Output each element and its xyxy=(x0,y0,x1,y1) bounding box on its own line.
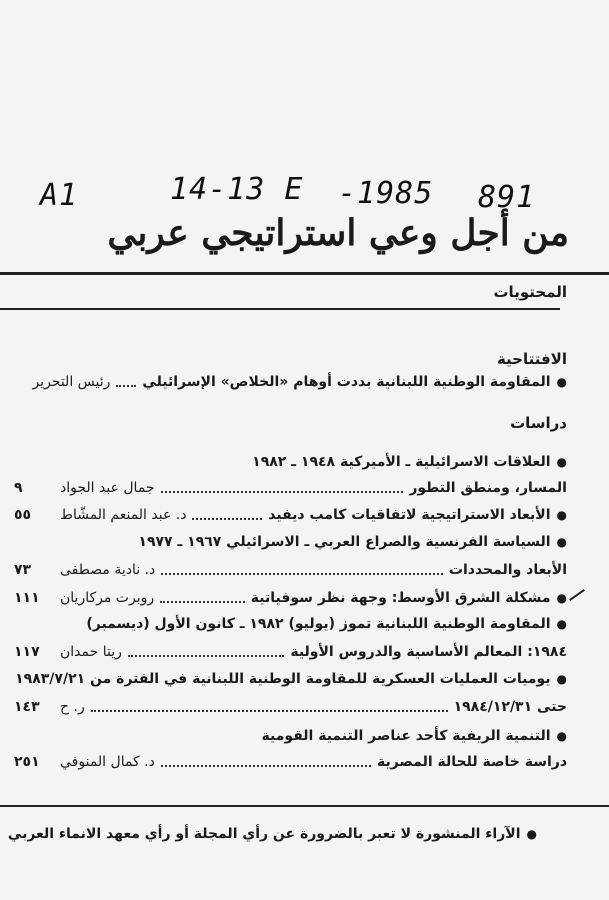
toc-entry-page: ٥٥ xyxy=(14,507,32,523)
toc-entry-title-line[interactable]: ● يوميات العمليات العسكرية للمقاومة الوطنية اللبنانية في الفترة من ١٩٨٣/٧/٢١ xyxy=(15,671,567,687)
dot-leader xyxy=(116,385,136,387)
toc-entry-subtitle: المسار، ومنطق التطور xyxy=(409,480,567,496)
toc-entry-title-line[interactable]: ● السياسة الفرنسية والصراع العربي ـ الاسرائيلي ١٩٦٧ ـ ١٩٧٧ xyxy=(138,534,567,550)
handwritten-range: 14-13 E xyxy=(170,172,304,207)
toc-entry-author: د. كمال المنوفي xyxy=(60,754,155,770)
toc-entry-subtitle: الأبعاد والمحددات xyxy=(448,562,567,578)
toc-entry-author: د. نادية مصطفى xyxy=(60,562,156,578)
toc-entry[interactable] xyxy=(14,640,567,664)
toc-entry[interactable] xyxy=(14,695,567,719)
bullet-icon: ● xyxy=(556,455,567,469)
contents-heading: المحتويات xyxy=(493,283,567,301)
bullet-icon: ● xyxy=(556,672,567,686)
bullet-icon: ● xyxy=(556,729,567,743)
footer-note: ●الآراء المنشورة لا تعبر بالضرورة عن رأي المجلة أو رأي معهد الانماء العربي xyxy=(7,826,537,842)
bullet-icon: ● xyxy=(526,827,537,841)
toc-entry-author: جمال عبد الجواد xyxy=(60,480,155,496)
pen-check-mark xyxy=(569,589,585,601)
toc-entry[interactable] xyxy=(14,558,567,582)
bullet-icon: ● xyxy=(556,535,567,549)
handwritten-number: 891 xyxy=(478,180,536,215)
toc-entry-author: ريتا حمدان xyxy=(60,644,122,660)
masthead-title: من أجل وعي استراتيجي عربي xyxy=(107,212,569,254)
toc-entry[interactable] xyxy=(14,750,567,774)
dot-leader xyxy=(128,655,284,657)
dot-leader xyxy=(160,601,245,603)
toc-entry-title: ●المقاومة الوطنية اللبنانية بددت أوهام «الخلاص» الإسرائيلي xyxy=(142,374,567,390)
dot-leader xyxy=(91,710,448,712)
toc-entry-author: رئيس التحرير xyxy=(32,374,111,390)
toc-entry-page: ٧٣ xyxy=(14,562,32,578)
dot-leader xyxy=(161,765,371,767)
section-heading-studies: دراسات xyxy=(510,414,567,432)
bullet-icon: ● xyxy=(556,508,567,522)
toc-entry-page: ١١٧ xyxy=(14,644,40,660)
toc-entry-page xyxy=(0,374,22,390)
toc-entry-title-line[interactable]: ● المقاومة الوطنية اللبنانية تموز (يوليو) ١٩٨٢ ـ كانون الأول (ديسمبر) xyxy=(86,616,567,632)
handwritten-year: -1985 xyxy=(338,176,434,211)
toc-entry-author: روبرت مركاريان xyxy=(60,590,155,606)
masthead-rule xyxy=(0,272,609,275)
dot-leader xyxy=(161,573,443,575)
toc-entry-page: ٢٥١ xyxy=(14,754,40,770)
dot-leader xyxy=(161,491,404,493)
toc-entry-page: ١٤٣ xyxy=(14,699,40,715)
toc-entry-title: مشكلة الشرق الأوسط: وجهة نظر سوفياتية xyxy=(250,590,551,606)
toc-entry-subtitle: ١٩٨٤: المعالم الأساسية والدروس الأولية xyxy=(290,644,567,660)
footer-rule xyxy=(0,805,609,807)
toc-entry-page: ١١١ xyxy=(14,590,40,606)
bullet-icon: ● xyxy=(556,617,567,631)
toc-entry-title-line[interactable]: ● التنمية الريفية كأحد عناصر التنمية القومية xyxy=(261,728,567,744)
bullet-icon: ● xyxy=(556,375,567,389)
handwritten-ref-code: A1 xyxy=(40,178,79,213)
toc-entry-subtitle: حتى ١٩٨٤/١٢/٣١ xyxy=(453,699,567,715)
toc-entry-page: ٩ xyxy=(14,480,23,496)
toc-entry-title: الأبعاد الاستراتيجية لاتفاقيات كامب ديفيد xyxy=(268,507,551,523)
bullet-icon: ● xyxy=(556,591,567,605)
toc-entry-title-line[interactable]: ● العلاقات الاسرائيلية ـ الأميركية ١٩٤٨ ـ ١٩٨٢ xyxy=(252,454,567,470)
dot-leader xyxy=(192,518,262,520)
toc-entry[interactable] xyxy=(14,503,567,527)
contents-rule xyxy=(0,308,560,310)
toc-entry[interactable] xyxy=(14,586,567,610)
toc-entry-author: ر. ح xyxy=(60,699,85,715)
toc-entry-author: د. عبد المنعم المشّاط xyxy=(60,507,187,523)
toc-entry[interactable] xyxy=(14,370,567,394)
toc-entry[interactable] xyxy=(14,476,567,500)
section-heading-editorial: الافتتاحية xyxy=(496,350,567,368)
toc-entry-subtitle: دراسة خاصة للحالة المصرية xyxy=(376,754,567,770)
